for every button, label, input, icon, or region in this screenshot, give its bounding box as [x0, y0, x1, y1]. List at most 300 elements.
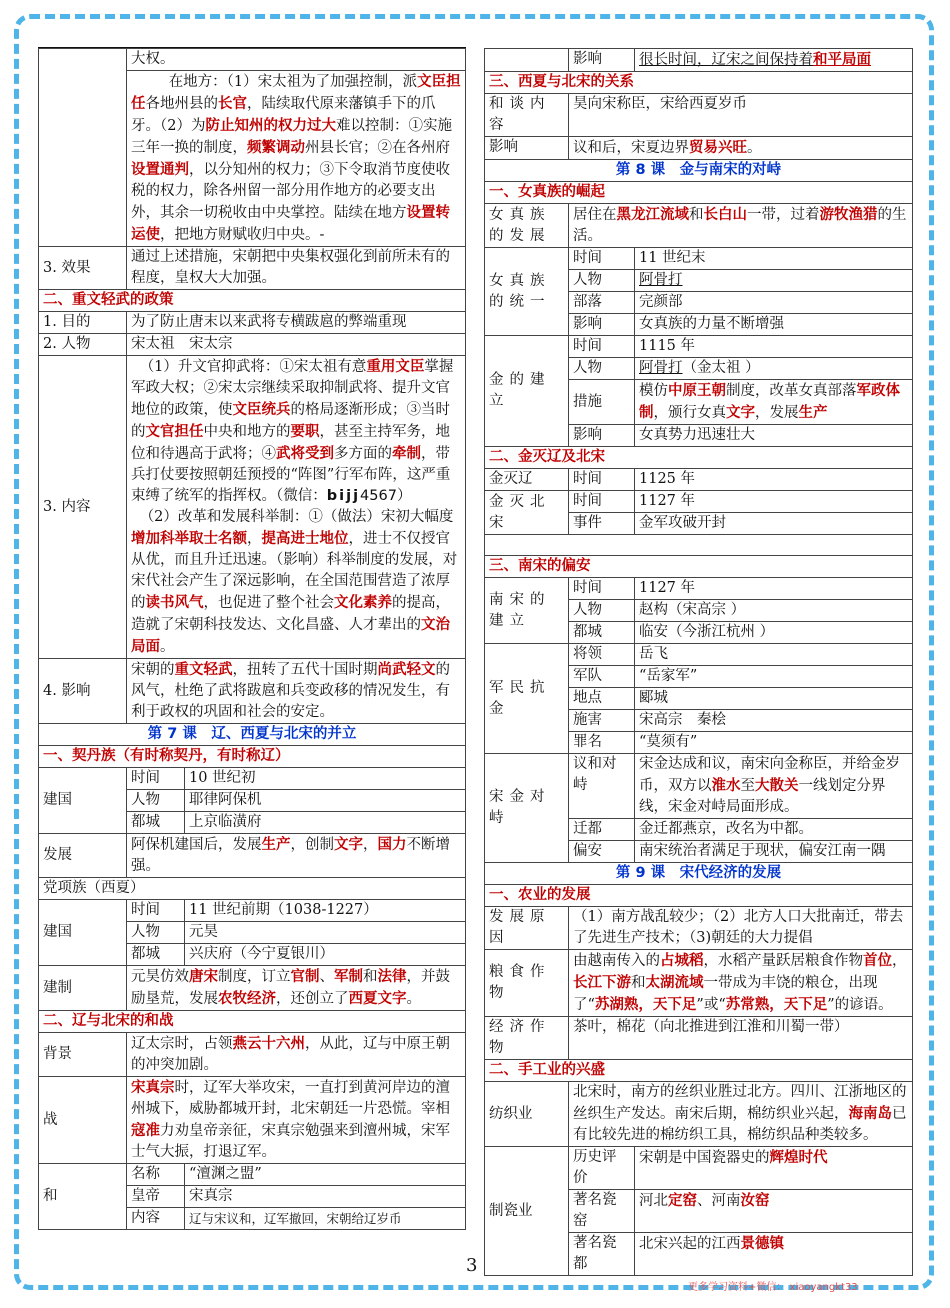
section-title: 二、重文轻武的政策 — [39, 290, 466, 312]
text: 。 — [747, 140, 762, 156]
text: 。 — [406, 991, 421, 1007]
text: 制度，改革女真部落 — [726, 383, 857, 399]
text-cell — [635, 358, 913, 380]
section-title: 二、金灭辽及北宋 — [485, 447, 913, 469]
section-title: 三、西夏与北宋的关系 — [485, 72, 913, 94]
text: 的生活。 — [573, 207, 907, 244]
text-cell — [569, 950, 913, 1017]
text: 已有比较先进的棉纺织工具，棉纺织品种类较多。 — [573, 1106, 907, 1143]
row-label: 建国 — [39, 900, 127, 966]
text: ，甚至主持军务，地位和待遇高于武将；④ — [131, 424, 450, 462]
section-title: 二、辽与北宋的和战 — [39, 1011, 466, 1033]
sub-label: 议和对峙 — [569, 754, 635, 819]
sub-label: 措施 — [569, 380, 635, 425]
row-label: 粮食作物 — [485, 950, 569, 1017]
sub-label: 人物 — [569, 270, 635, 292]
text: ，扭转了五代十国时期 — [232, 662, 378, 678]
lesson-title: 第 8 课 金与南宋的对峙 — [485, 160, 913, 182]
text-cell — [635, 1233, 913, 1276]
subsection-title: 党项族（西夏） — [39, 878, 466, 900]
sub-label: 时间 — [569, 469, 635, 491]
cell-empty — [485, 535, 913, 556]
keyword: 频繁调动 — [247, 139, 305, 156]
keyword: 长江下游 — [573, 974, 631, 991]
table-row — [485, 907, 913, 950]
text: 宋朝的 — [131, 662, 175, 678]
text-cell — [127, 49, 466, 71]
keyword: 文字 — [334, 836, 363, 853]
text-cell: 上京临潢府 — [185, 812, 466, 834]
text: 掌握军政大权；②宋太宗继续采取抑制武将、提升文官地位的政策，使 — [131, 359, 454, 418]
section-title: 一、农业的发展 — [485, 885, 913, 907]
sub-label: 将领 — [569, 644, 635, 666]
keyword: 占城稻 — [660, 952, 704, 969]
sub-label: 施害 — [569, 710, 635, 732]
text-cell — [569, 1082, 913, 1147]
sub-label: 时间 — [569, 336, 635, 358]
keyword: 唐宋 — [189, 968, 218, 985]
row-label: 金灭辽 — [485, 469, 569, 491]
row-label: 军民抗金 — [485, 644, 569, 754]
keyword: 苏湖熟，天下足 — [594, 996, 697, 1013]
keyword: 牵制 — [392, 445, 421, 462]
text: 宋朝是中国瓷器史的 — [639, 1150, 770, 1166]
text: 和 — [363, 969, 378, 985]
text-cell — [635, 49, 913, 72]
keyword: 尚武轻文 — [377, 661, 436, 678]
text-cell: 1115 年 — [635, 336, 913, 358]
text-cell — [569, 204, 913, 248]
right-table — [484, 48, 913, 1276]
row-label: 发展原因 — [485, 907, 569, 950]
table-row — [485, 137, 913, 160]
sub-label: 影响 — [569, 425, 635, 447]
text: ，陆续取代原来藩镇手下的爪牙。（2）为 — [131, 96, 436, 134]
text: ，带兵打仗要按照朝廷预授的“阵图”行军布阵，这严重束缚了统军的指挥权。（微信： — [131, 446, 451, 504]
text-cell — [635, 754, 913, 819]
text-cell: 茶叶，棉花（向北推进到江淮和川蜀一带） — [569, 1017, 913, 1060]
text: 一带，过着 — [747, 207, 820, 223]
row-label: 3. 内容 — [39, 356, 127, 659]
text: ，发展 — [755, 405, 799, 421]
keyword: 文字 — [726, 404, 755, 421]
section-row — [39, 746, 466, 768]
text: 中央和地方的 — [203, 424, 291, 440]
keyword: 太湖流域 — [645, 974, 704, 991]
text-cell: 1127 年 — [635, 491, 913, 513]
text: ，把地方财赋收归中央。- — [160, 227, 325, 243]
row-label: 建制 — [39, 966, 127, 1011]
text: 宋金达成和议，南宋向金称臣，并给金岁币，双方以 — [639, 756, 900, 794]
section-row — [485, 72, 913, 94]
table-row — [39, 356, 466, 659]
jianzhi-cell — [127, 966, 466, 1011]
keyword: 文化素养 — [334, 594, 392, 611]
text: ，颁行女真 — [653, 405, 726, 421]
keyword: 法律 — [377, 968, 407, 985]
keyword: 文臣统兵 — [232, 401, 291, 418]
text: 制度，订立 — [218, 969, 291, 985]
cell-empty — [39, 49, 127, 247]
text: （2）改革和发展科举制：①（做法）宋初大幅度 — [139, 509, 454, 525]
text: 和 — [631, 975, 646, 991]
text: ， — [363, 837, 378, 853]
sub-label: 皇帝 — [127, 1186, 185, 1208]
text: 阿骨打 — [639, 360, 683, 376]
sub-label: 影响 — [569, 49, 635, 72]
keyword: 文官担任 — [145, 423, 204, 440]
text: 和 — [689, 207, 704, 223]
keyword: 贸易兴旺 — [689, 139, 747, 156]
row-label: 4. 影响 — [39, 659, 127, 724]
text-cell: 金迁都燕京，改名为中都。 — [635, 819, 913, 841]
text: ，水稻产量跃居粮食作物 — [703, 953, 863, 969]
row-label: 女真族的统一 — [485, 248, 569, 336]
keyword: 西夏文字 — [348, 990, 407, 1007]
text: ”的谚语。 — [827, 997, 893, 1013]
keyword: 要职 — [290, 423, 320, 440]
row-label: 制瓷业 — [485, 1147, 569, 1276]
sub-label: 时间 — [569, 248, 635, 270]
sub-label: 人物 — [127, 922, 185, 944]
keyword: 海南岛 — [848, 1105, 892, 1122]
lesson-row — [485, 863, 913, 885]
sub-label: 都城 — [569, 622, 635, 644]
sub-label: 迁都 — [569, 819, 635, 841]
keyword: 淮水 — [711, 777, 741, 794]
footer-note: 更多学习资料+微信： xiaoyangkt33 — [688, 1282, 858, 1293]
row-label: 发展 — [39, 834, 127, 878]
text-cell: 岳飞 — [635, 644, 913, 666]
sub-label: 地点 — [569, 688, 635, 710]
sub-label: 都城 — [127, 812, 185, 834]
text: 河北 — [639, 1193, 668, 1209]
section-row — [485, 182, 913, 204]
left-table — [38, 48, 466, 1230]
text-cell — [635, 1190, 913, 1233]
text-cell: 金军攻破开封 — [635, 513, 913, 535]
row-label: 经济作物 — [485, 1017, 569, 1060]
text: 难以控制：①实施三年一换的制度， — [131, 118, 452, 156]
sub-label: 时间 — [569, 578, 635, 600]
text: 北宋兴起的江西 — [639, 1236, 741, 1252]
keyword: 首位 — [863, 952, 892, 969]
text: ，还创立了 — [276, 991, 349, 1007]
text: 由越南传入的 — [573, 953, 660, 969]
keyword: 景德镇 — [740, 1235, 784, 1252]
table-row — [39, 247, 466, 290]
sub-label: 都城 — [127, 944, 185, 966]
section-row — [39, 878, 466, 900]
keyword: 宋真宗 — [131, 1079, 175, 1096]
keyword: 设置通判 — [131, 161, 189, 178]
row-label: 和谈内容 — [485, 94, 569, 137]
section-title: 一、契丹族（有时称契丹，有时称辽） — [39, 746, 466, 768]
keyword: 长官 — [218, 95, 247, 112]
text: （金太祖 ） — [682, 360, 760, 376]
row-label: 女真族的发展 — [485, 204, 569, 248]
row-label: 3. 效果 — [39, 247, 127, 290]
keyword: 寇准 — [131, 1122, 160, 1139]
section-row — [485, 885, 913, 907]
row-label: 和 — [39, 1164, 127, 1230]
text-cell: 耶律阿保机 — [185, 790, 466, 812]
text-cell: 兴庆府（今宁夏银川） — [185, 944, 466, 966]
text: 很长时间，辽宋之间保持着 — [639, 52, 813, 68]
sub-label: 影响 — [569, 314, 635, 336]
sub-label: 人物 — [569, 358, 635, 380]
row-label: 影响 — [485, 137, 569, 160]
text: 的风气，杜绝了武将跋扈和兵变政移的情况发生，有利于政权的巩固和社会的安定。 — [131, 662, 450, 720]
keyword: 重文轻武 — [174, 661, 233, 678]
text-cell: 昊向宋称臣，宋给西夏岁币 — [569, 94, 913, 137]
sub-label: 时间 — [127, 768, 185, 790]
sub-label: 时间 — [569, 491, 635, 513]
text: ，从此，辽与中原王朝的冲突加剧。 — [131, 1036, 450, 1073]
text-cell: 女真势力迅速壮大 — [635, 425, 913, 447]
text-cell: 通过上述措施，宋朝把中央集权强化到前所未有的程度，皇权大大加强。 — [127, 247, 466, 290]
text: 、河南 — [697, 1193, 741, 1209]
keyword: 国力 — [377, 836, 407, 853]
table-row — [485, 754, 913, 819]
text-cell: “岳家军” — [635, 666, 913, 688]
keyword: 燕云十六州 — [232, 1035, 305, 1052]
text-cell: 阿骨打 — [635, 270, 913, 292]
section-title: 二、手工业的兴盛 — [485, 1060, 913, 1082]
keyword: 大散关 — [755, 777, 799, 794]
table-row — [485, 1147, 913, 1190]
text: 议和后，宋夏边界 — [573, 140, 689, 156]
keyword: 苏常熟，天下足 — [725, 996, 828, 1013]
keyword: 提高进士地位 — [261, 530, 349, 547]
table-row — [485, 644, 913, 666]
section-title: 三、南宋的偏安 — [485, 556, 913, 578]
text-cell: 11 世纪前期（1038-1227） — [185, 900, 466, 922]
text: 的提高，造就了宋朝科技发达、文化昌盛、人才辈出的 — [131, 595, 450, 633]
table-row — [485, 535, 913, 556]
cell-empty — [485, 49, 569, 72]
table-row — [485, 49, 913, 72]
sub-label: 军队 — [569, 666, 635, 688]
table-row — [485, 1082, 913, 1147]
text: ，并鼓励垦荒，发展 — [131, 969, 450, 1007]
section-row — [485, 447, 913, 469]
beijing-cell — [127, 1033, 466, 1077]
keyword: 读书风气 — [145, 594, 204, 611]
text: 各地州县的 — [145, 96, 218, 112]
text-cell: （1）南方战乱较少；（2）北方人口大批南迁，带去了先进生产技术；（3)朝廷的大力提倡 — [569, 907, 913, 950]
row-label: 金灭北宋 — [485, 491, 569, 535]
keyword: 设置转运使 — [131, 204, 450, 243]
section-title: 一、女真族的崛起 — [485, 182, 913, 204]
text-cell: 郾城 — [635, 688, 913, 710]
neirong-cell — [127, 356, 466, 659]
table-row — [39, 49, 466, 71]
table-row — [485, 336, 913, 358]
keyword: 生产 — [798, 404, 828, 421]
table-row — [485, 950, 913, 1017]
sub-label: 部落 — [569, 292, 635, 314]
keyword: 长白山 — [703, 206, 747, 223]
text: 州县长官；②在各州府 — [305, 140, 450, 156]
text: 居住在 — [573, 207, 617, 223]
section-row — [39, 1011, 466, 1033]
table-row — [39, 966, 466, 1011]
fazhan-cell — [127, 834, 466, 878]
keyword: 辉煌时代 — [769, 1149, 828, 1166]
table-row — [39, 1164, 466, 1186]
text-cell: 宋太祖 宋太宗 — [127, 334, 466, 356]
lesson-row — [39, 724, 466, 746]
text-cell: 赵构（宋高宗 ） — [635, 600, 913, 622]
sub-label: 罪名 — [569, 732, 635, 754]
text-cell: 南宋统治者满足于现状，偏安江南一隅 — [635, 841, 913, 863]
text: 北宋时，南方的丝织业胜过北方。四川、江浙地区的丝织生产发达。南宋后期，棉纺织业兴起， — [573, 1084, 907, 1122]
sub-label: 名称 — [127, 1164, 185, 1186]
keyword: 增加科举取士名额 — [131, 530, 247, 547]
table-row — [39, 1077, 466, 1164]
wechat-id: bijj — [326, 488, 361, 504]
sub-label: 著名瓷窑 — [569, 1190, 635, 1233]
text: 元昊仿效 — [131, 969, 189, 985]
keyword: 防止知州的权力过大 — [205, 117, 336, 134]
sub-label: 偏安 — [569, 841, 635, 863]
text: ，进士不仅授官从优，而且升迁迅速。（影响）科举制度的发展，对宋代社会产生了深远影响，在全国范围营造了浓厚的 — [131, 531, 458, 611]
text: 4567） — [360, 488, 412, 504]
row-label: 金的建立 — [485, 336, 569, 447]
text-cell: “澶渊之盟” — [185, 1164, 466, 1186]
text-cell: 女真族的力量不断增强 — [635, 314, 913, 336]
table-row — [39, 900, 466, 922]
row-label: 建国 — [39, 768, 127, 834]
text: 不断增强。 — [131, 837, 450, 874]
keyword: 文臣担任 — [131, 73, 461, 112]
text-cell: 1127 年 — [635, 578, 913, 600]
page-number: 3 — [466, 1255, 478, 1276]
text: 多方面的 — [334, 446, 392, 462]
sub-label: 人物 — [569, 600, 635, 622]
sub-label: 事件 — [569, 513, 635, 535]
text-cell: 为了防止唐末以来武将专横跋扈的弊端重现 — [127, 312, 466, 334]
text-cell: 完颜部 — [635, 292, 913, 314]
table-row — [485, 1017, 913, 1060]
text-cell: 11 世纪末 — [635, 248, 913, 270]
table-row — [485, 94, 913, 137]
keyword: 游牧渔猎 — [819, 206, 878, 223]
row-label: 2. 人物 — [39, 334, 127, 356]
row-label: 背景 — [39, 1033, 127, 1077]
text-cell: “莫须有” — [635, 732, 913, 754]
text: 时，辽军大举攻宋，一直打到黄河岸边的澶州城下，威胁都城开封，北宋朝廷一片恐慌。宰相 — [131, 1080, 450, 1117]
text: 的格局逐渐形成；③当时的 — [131, 402, 450, 440]
keyword: 生产 — [261, 836, 291, 853]
text-cell: 10 世纪初 — [185, 768, 466, 790]
text: 至 — [740, 778, 755, 794]
keyword: 汝窑 — [740, 1192, 770, 1209]
lesson-title: 第 9 课 宋代经济的发展 — [485, 863, 913, 885]
keyword: 重用文臣 — [366, 358, 425, 375]
table-row — [485, 248, 913, 270]
text-cell — [635, 380, 913, 425]
keyword: 黑龙江流域 — [616, 206, 689, 223]
keyword: 官制 — [290, 968, 320, 985]
text: 在地方：（1）宋太祖为了加强控制，派 — [168, 74, 418, 90]
left-column — [38, 48, 466, 1230]
text: ”或“ — [696, 997, 726, 1013]
text: ， — [892, 953, 907, 969]
lesson-row — [485, 160, 913, 182]
sub-label: 时间 — [127, 900, 185, 922]
keyword: 军政体制 — [639, 382, 900, 421]
text-cell: 1125 年 — [635, 469, 913, 491]
text: 阿保机建国后，发展 — [131, 837, 262, 853]
text-cell — [635, 1147, 913, 1190]
text-cell — [569, 137, 913, 160]
text: ，以分知州的权力；③下令取消节度使收税的权力，除各州留一部分用作地方的必要支出外，其余一切税收由中央掌控。陆续在地方 — [131, 162, 450, 221]
table-row — [39, 312, 466, 334]
section-row — [485, 1060, 913, 1082]
keyword: 武将受到 — [276, 445, 334, 462]
table-row — [485, 491, 913, 513]
text: 辽太宗时，占领 — [131, 1036, 233, 1052]
table-row — [39, 1033, 466, 1077]
sub-label: 人物 — [127, 790, 185, 812]
text-cell: 辽与宋议和，辽军撤回，宋朝给辽岁币 — [185, 1208, 466, 1230]
text: 。 — [160, 639, 175, 655]
right-column — [484, 48, 913, 1276]
text: 、 — [319, 969, 334, 985]
table-row — [485, 578, 913, 600]
text: 一线划定分界线，宋金对峙局面形成。 — [639, 778, 886, 815]
text-cell: 宋真宗 — [185, 1186, 466, 1208]
table-row — [39, 834, 466, 878]
keyword: 中原王朝 — [668, 382, 726, 399]
text-cell: 元昊 — [185, 922, 466, 944]
table-row — [485, 204, 913, 248]
text: （1）升文官抑武将：①宋太祖有意 — [139, 359, 367, 375]
text: 一带成为丰饶的粮仓，出现了“ — [573, 975, 878, 1013]
sub-label: 内容 — [127, 1208, 185, 1230]
keyword: 农牧经济 — [218, 990, 276, 1007]
sub-label: 历史评价 — [569, 1147, 635, 1190]
table-row — [39, 334, 466, 356]
keyword: 定窑 — [668, 1192, 697, 1209]
text-cell: 宋高宗 秦桧 — [635, 710, 913, 732]
section-row — [39, 290, 466, 312]
keyword: 文治局面 — [131, 616, 450, 655]
zhan-cell — [127, 1077, 466, 1164]
text: 力劝皇帝亲征，宋真宗勉强来到澶州城，宋军士气大振，打退辽军。 — [131, 1123, 450, 1160]
text-cell: 临安（今浙江杭州 ） — [635, 622, 913, 644]
text: ，创制 — [290, 837, 334, 853]
row-label: 南宋的建立 — [485, 578, 569, 644]
text: 模仿 — [639, 383, 668, 399]
table-row — [485, 469, 913, 491]
lesson-title: 第 7 课 辽、西夏与北宋的并立 — [39, 724, 466, 746]
difang-cell — [127, 71, 466, 247]
row-label: 1. 目的 — [39, 312, 127, 334]
sub-label: 著名瓷都 — [569, 1233, 635, 1276]
table-row — [39, 768, 466, 790]
text: ，也促进了整个社会 — [203, 595, 334, 611]
section-row — [485, 556, 913, 578]
table-row — [39, 659, 466, 724]
row-label: 宋金对峙 — [485, 754, 569, 863]
row-label: 纺织业 — [485, 1082, 569, 1147]
row-label: 战 — [39, 1077, 127, 1164]
keyword: 和平局面 — [813, 51, 871, 68]
yingxiang-cell — [127, 659, 466, 724]
